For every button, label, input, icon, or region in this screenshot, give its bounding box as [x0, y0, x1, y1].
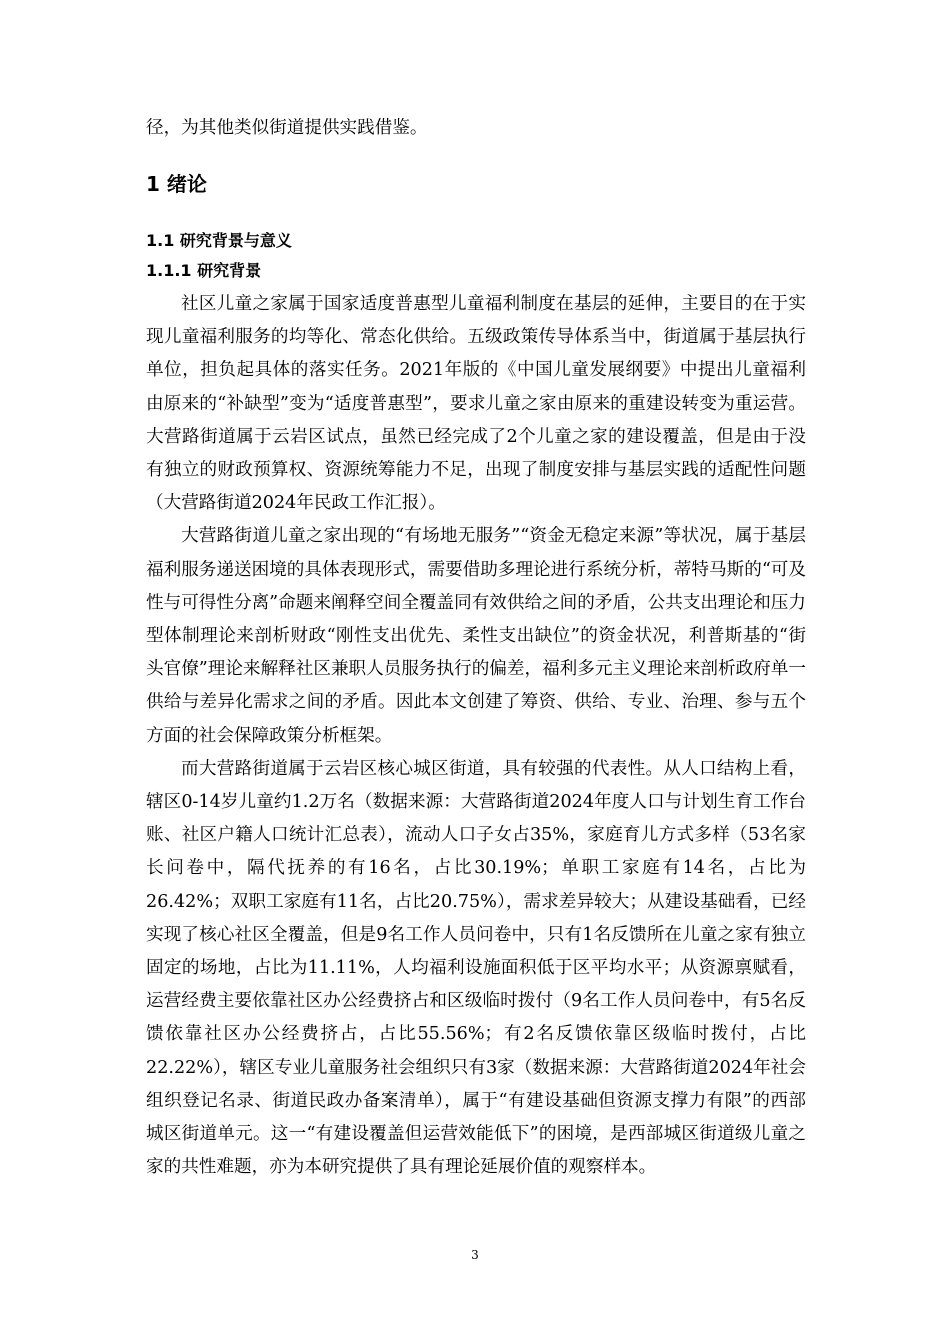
paragraph: 社区儿童之家属于国家适度普惠型儿童福利制度在基层的延伸，主要目的在于实现儿童福利服务的均等化、常态化供给。五级政策传导体系当中，街道属于基层执行单位，担负起具体的落实任务。2021年版的《中国儿童发展纲要》中提出儿童福利由原来的“补缺型”变为“适度普惠型”，要求儿童之家由原来的重建设转变为重运营。大营路街道属于云岩区试点，虽然已经完成了2个儿童之家的建设覆盖，但是由于没有独立的财政预算权、资源统筹能力不足，出现了制度安排与基层实践的适配性问题（大营路街道2024年民政工作汇报）。	[146, 294, 806, 514]
continuation-text: 径，为其他类似街道提供实践借鉴。	[146, 118, 428, 138]
chapter-heading: 1 绪论	[146, 172, 207, 196]
paragraph: 而大营路街道属于云岩区核心城区街道，具有较强的代表性。从人口结构上看，辖区0-14岁儿童约1.2万名（数据来源：大营路街道2024年度人口与计划生育工作台账、社区户籍人口统计汇总表），流动人口子女占35%，家庭育儿方式多样（53名家长问卷中，隔代抚养的有16名，占比30.19%；单职工家庭有14名，占比为26.42%；双职工家庭有11名，占比20.75%），需求差异较大；从建设基础看，已经实现了核心社区全覆盖，但是9名工作人员问卷中，只有1名反馈所在儿童之家有独立固定的场地，占比为11.11%，人均福利设施面积低于区平均水平；从资源禀赋看，运营经费主要依靠社区办公经费挤占和区级临时拨付（9名工作人员问卷中，有5名反馈依靠社区办公经费挤占，占比55.56%；有2名反馈依靠区级临时拨付，占比22.22%），辖区专业儿童服务社会组织只有3家（数据来源：大营路街道2024年社会组织登记名录、街道民政办备案清单），属于“有建设基础但资源支撑力有限”的西部城区街道单元。这一“有建设覆盖但运营效能低下”的困境，是西部城区街道级儿童之家的共性难题，亦为本研究提供了具有理论延展价值的观察样本。	[146, 758, 806, 1178]
page-number: 3	[471, 1248, 479, 1262]
section-heading: 1.1 研究背景与意义	[146, 231, 292, 250]
paragraph: 大营路街道儿童之家出现的“有场地无服务”“资金无稳定来源”等状况，属于基层福利服务递送困境的具体表现形式，需要借助多理论进行系统分析，蒂特马斯的“可及性与可得性分离”命题来阐释空间全覆盖同有效供给之间的矛盾，公共支出理论和压力型体制理论来剖析财政“刚性支出优先、柔性支出缺位”的资金状况，利普斯基的“街头官僚”理论来解释社区兼职人员服务执行的偏差，福利多元主义理论来剖析政府单一供给与差异化需求之间的矛盾。因此本文创建了筹资、供给、专业、治理、参与五个方面的社会保障政策分析框架。	[146, 526, 806, 746]
body-text	[146, 288, 806, 1184]
subsection-heading: 1.1.1 研究背景	[146, 261, 262, 280]
